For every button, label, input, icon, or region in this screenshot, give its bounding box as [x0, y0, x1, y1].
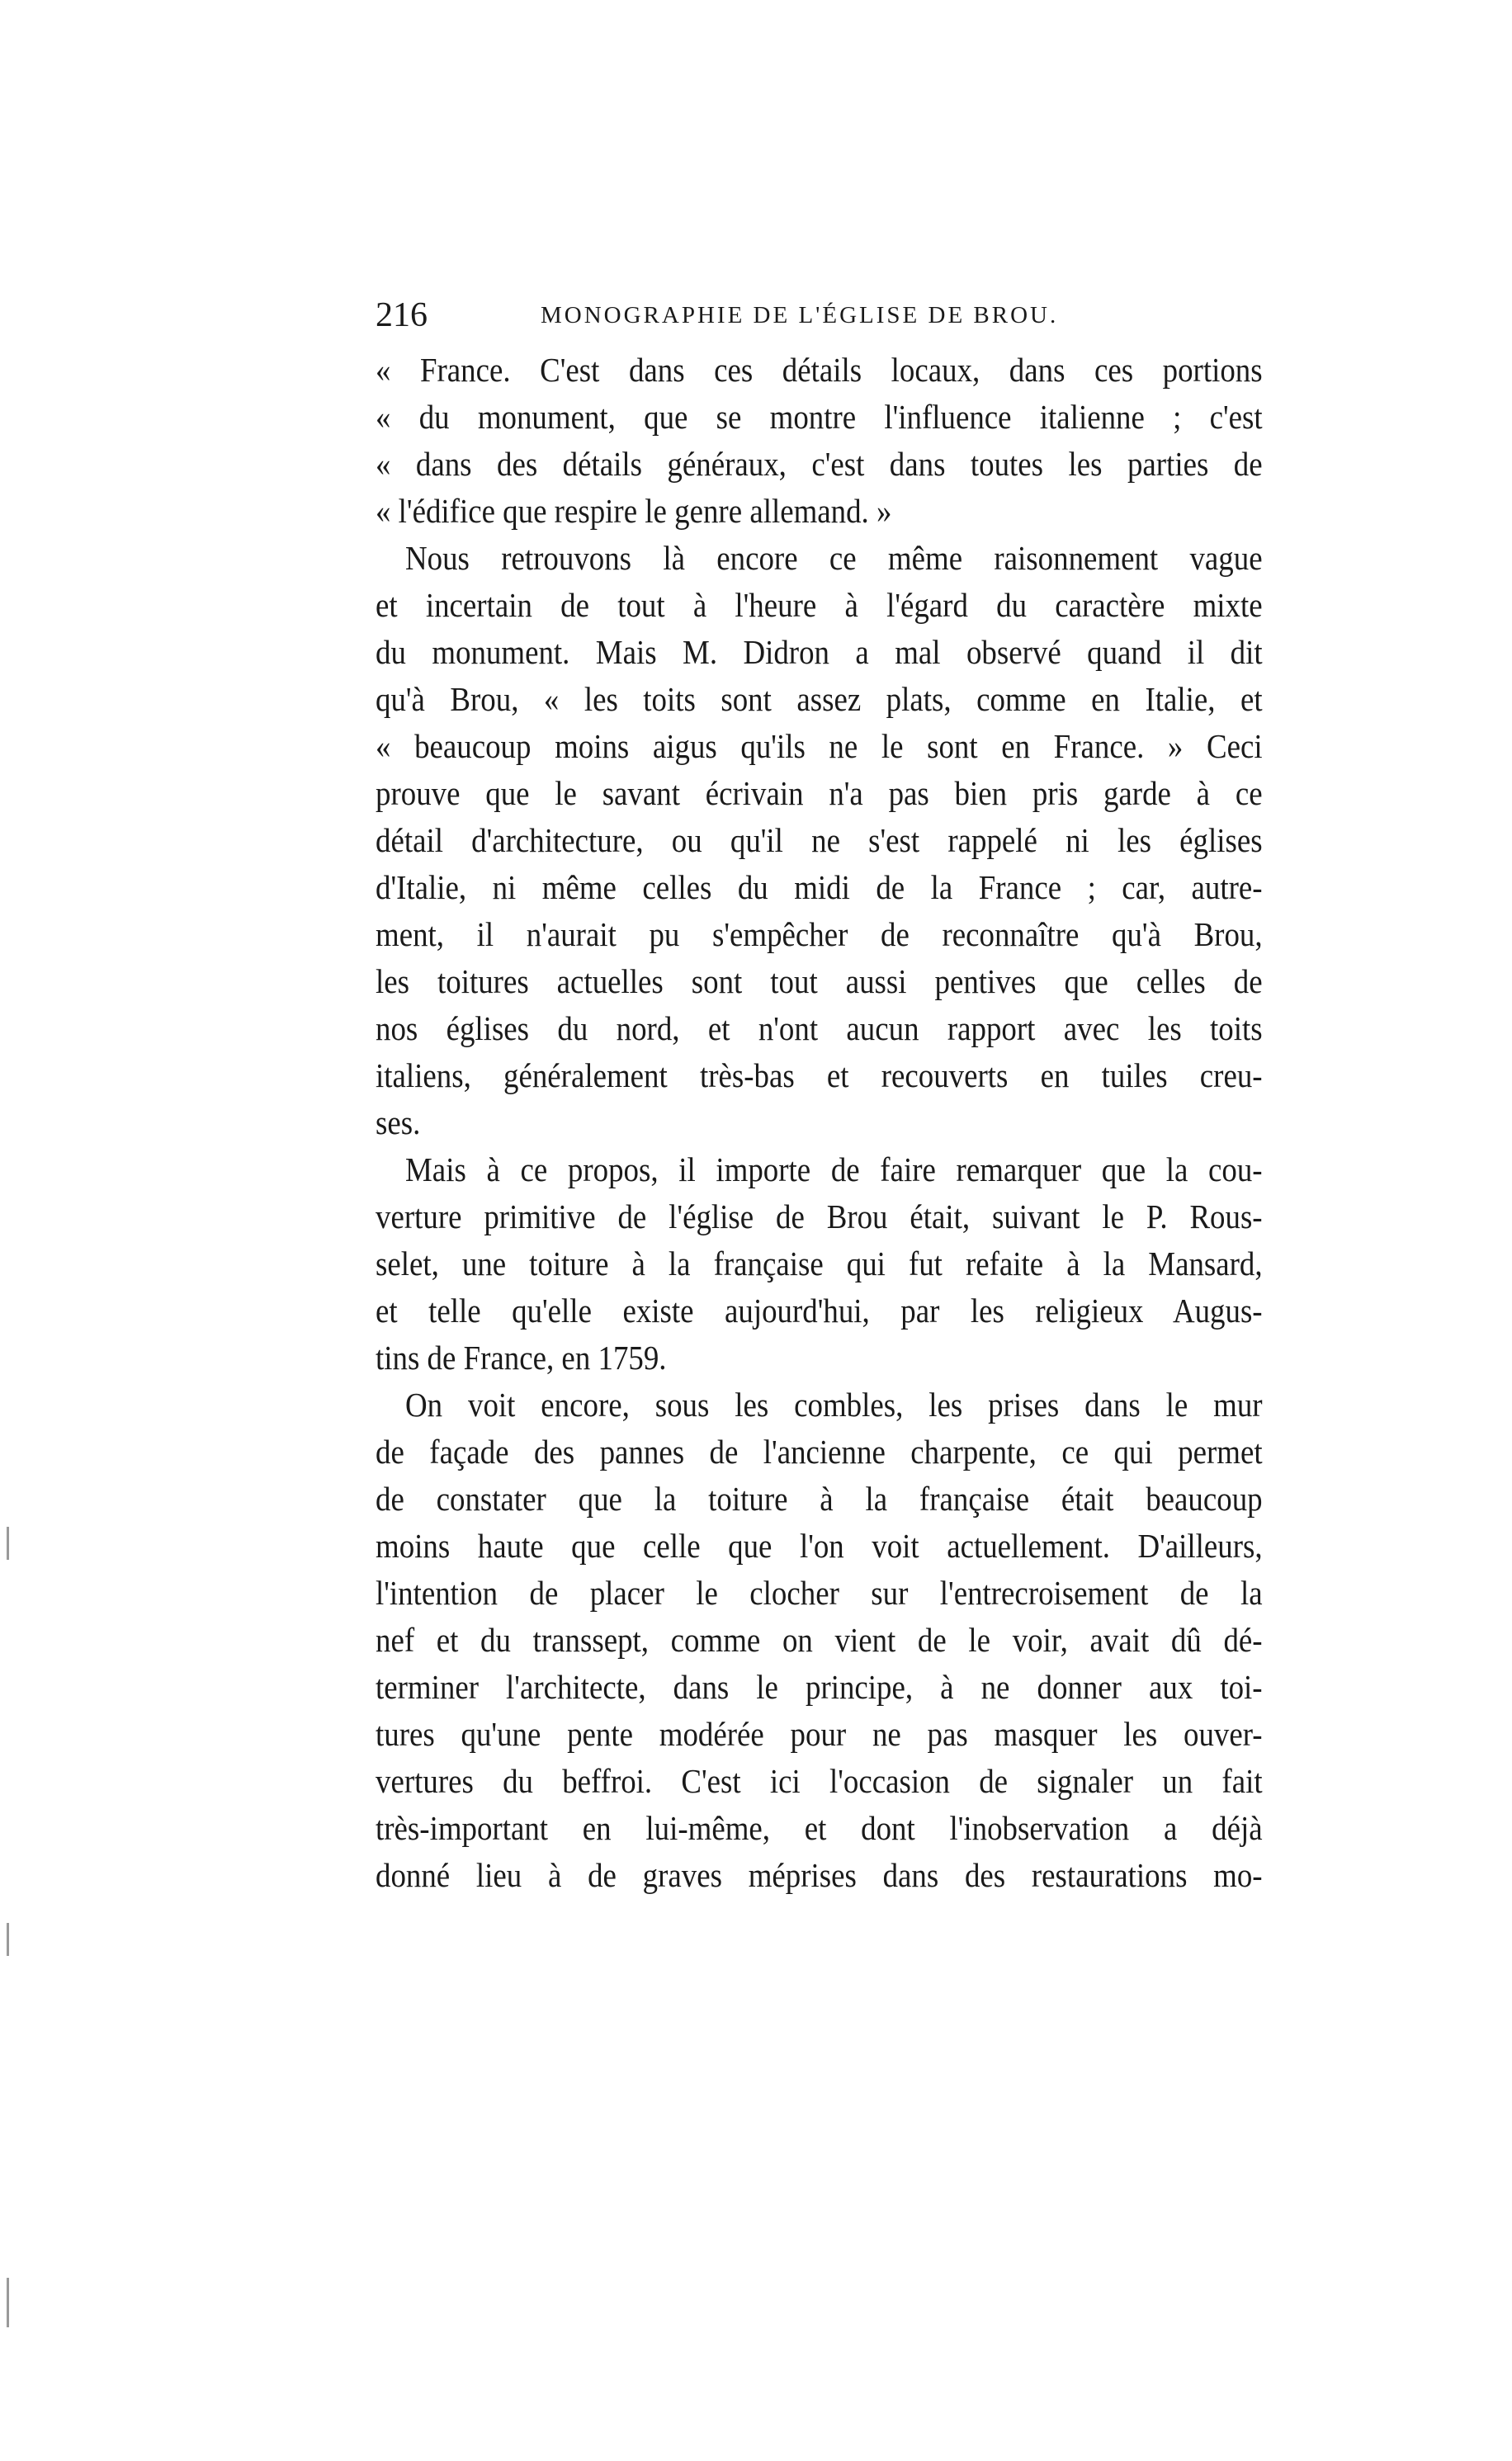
text-line: italiens, généralement très-bas et recouverts en tuiles creu-: [376, 1056, 1263, 1094]
text-line: tins de France, en 1759.: [376, 1339, 667, 1377]
scan-edge-mark: [7, 1923, 9, 1956]
text-line: qu'à Brou, « les toits sont assez plats, comme en Italie, et: [376, 680, 1263, 718]
text-line: terminer l'architecte, dans le principe, à ne donner aux toi-: [376, 1668, 1263, 1706]
text-line: l'intention de placer le clocher sur l'entrecroisement de la: [376, 1574, 1263, 1612]
text-line: d'Italie, ni même celles du midi de la France ; car, autre-: [376, 868, 1263, 906]
text-line: selet, une toiture à la française qui fut refaite à la Mansard,: [376, 1245, 1263, 1282]
text-line: On voit encore, sous les combles, les prises dans le mur: [405, 1386, 1263, 1424]
running-title: MONOGRAPHIE DE L'ÉGLISE DE BROU.: [541, 302, 1059, 328]
text-line: prouve que le savant écrivain n'a pas bien pris garde à ce: [376, 774, 1263, 812]
scan-edge-mark: [7, 2278, 9, 2327]
text-line: Mais à ce propos, il importe de faire remarquer que la cou-: [405, 1150, 1263, 1188]
text-line: donné lieu à de graves méprises dans des restaurations mo-: [376, 1856, 1263, 1894]
page-number: 216: [376, 296, 428, 334]
text-line: vertures du beffroi. C'est ici l'occasion de signaler un fait: [376, 1762, 1263, 1800]
text-line: tures qu'une pente modérée pour ne pas masquer les ouver-: [376, 1715, 1263, 1753]
text-line: « dans des détails généraux, c'est dans toutes les parties de: [376, 445, 1263, 483]
text-line: les toitures actuelles sont tout aussi pentives que celles de: [376, 962, 1263, 1000]
text-line: ment, il n'aurait pu s'empêcher de reconnaître qu'à Brou,: [376, 915, 1263, 953]
text-line: et telle qu'elle existe aujourd'hui, par les religieux Augus-: [376, 1292, 1263, 1330]
text-line: moins haute que celle que l'on voit actuellement. D'ailleurs,: [376, 1527, 1263, 1565]
text-line: « France. C'est dans ces détails locaux, dans ces portions: [376, 351, 1263, 389]
text-line: Nous retrouvons là encore ce même raisonnement vague: [405, 539, 1263, 577]
body-text: [376, 347, 1263, 1899]
text-line: de constater que la toiture à la française était beaucoup: [376, 1480, 1263, 1518]
text-line: ses.: [376, 1103, 421, 1141]
text-line: du monument. Mais M. Didron a mal observé quand il dit: [376, 633, 1263, 671]
text-line: nos églises du nord, et n'ont aucun rapport avec les toits: [376, 1009, 1263, 1047]
scan-edge-mark: [7, 1527, 9, 1560]
text-line: « l'édifice que respire le genre allemand. »: [376, 492, 892, 530]
text-line: « du monument, que se montre l'influence italienne ; c'est: [376, 398, 1263, 436]
text-line: verture primitive de l'église de Brou était, suivant le P. Rous-: [376, 1197, 1263, 1235]
text-line: de façade des pannes de l'ancienne charpente, ce qui permet: [376, 1433, 1263, 1471]
text-line: nef et du transsept, comme on vient de le voir, avait dû dé-: [376, 1621, 1263, 1659]
text-line: très-important en lui-même, et dont l'inobservation a déjà: [376, 1809, 1263, 1847]
text-line: et incertain de tout à l'heure à l'égard du caractère mixte: [376, 586, 1263, 624]
page-header: [376, 291, 1263, 340]
text-line: « beaucoup moins aigus qu'ils ne le sont en France. » Ceci: [376, 727, 1263, 765]
text-line: détail d'architecture, ou qu'il ne s'est rappelé ni les églises: [376, 821, 1263, 859]
